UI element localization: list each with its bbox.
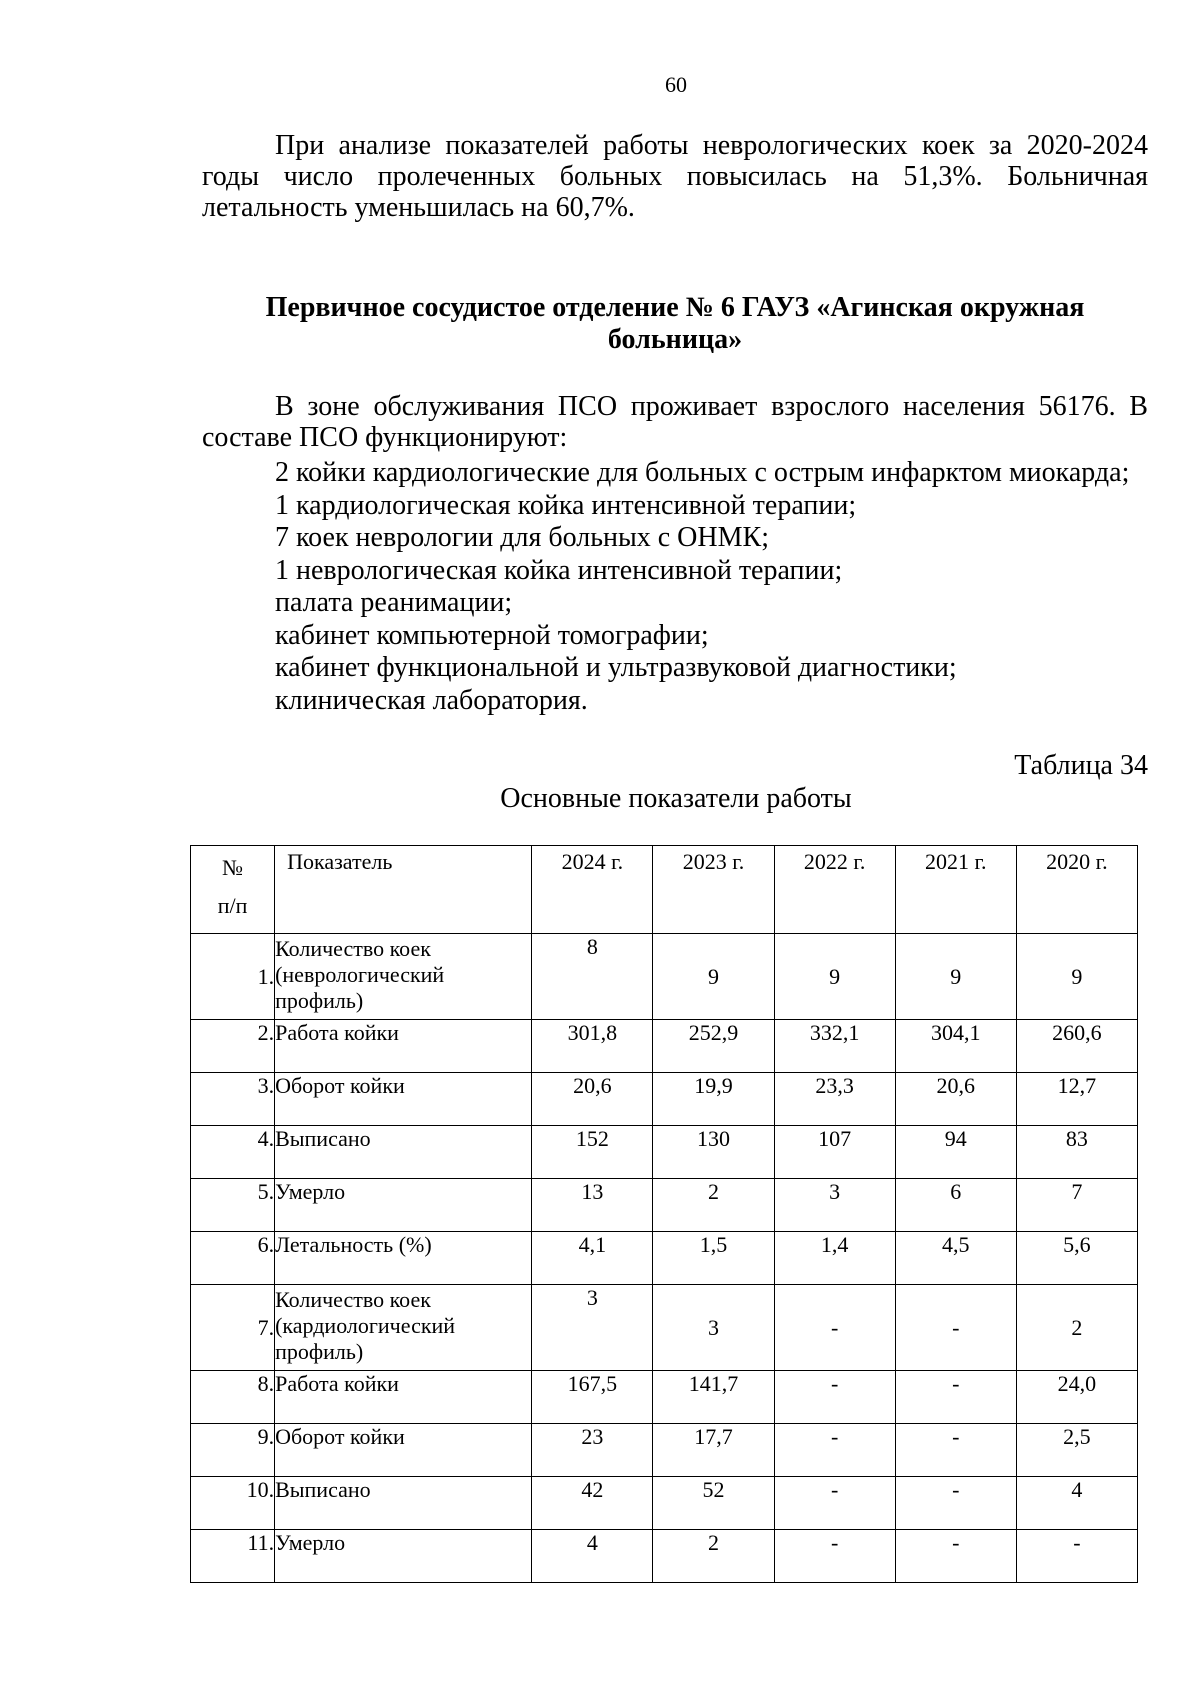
- row-value: -: [895, 1371, 1016, 1424]
- row-number: 9.: [191, 1424, 275, 1477]
- zone-paragraph: [202, 391, 1148, 453]
- row-value: -: [895, 1424, 1016, 1477]
- facility-list: [275, 457, 1155, 717]
- row-value: 6: [895, 1179, 1016, 1232]
- row-value: -: [895, 1530, 1016, 1583]
- facility-item: 1 неврологическая койка интенсивной терапии;: [275, 554, 843, 586]
- intro-paragraph: [202, 130, 1148, 223]
- row-value: 24,0: [1016, 1371, 1137, 1424]
- row-indicator: Оборот койки: [275, 1073, 532, 1126]
- row-value: 7: [1016, 1179, 1137, 1232]
- row-value: -: [895, 1477, 1016, 1530]
- row-indicator: Оборот койки: [275, 1424, 532, 1477]
- row-number: 5.: [191, 1179, 275, 1232]
- row-value: 5,6: [1016, 1232, 1137, 1285]
- row-value: 20,6: [895, 1073, 1016, 1126]
- row-number: 3.: [191, 1073, 275, 1126]
- header-number: [191, 846, 275, 934]
- table-row: [191, 934, 1138, 1020]
- row-indicator: Умерло: [275, 1530, 532, 1583]
- header-year: 2022 г.: [774, 846, 895, 934]
- row-value: 3: [653, 1285, 774, 1371]
- header-year: 2023 г.: [653, 846, 774, 934]
- table-label: Таблица 34: [1014, 750, 1148, 781]
- zone-text: В зоне обслуживания ПСО проживает взрослого населения 56176. В составе ПСО функционируют:: [202, 391, 1148, 453]
- header-year: 2024 г.: [532, 846, 653, 934]
- facility-item: кабинет компьютерной томографии;: [275, 619, 709, 651]
- row-value: 9: [1016, 934, 1137, 1020]
- facility-item: 2 койки кардиологические для больных с острым инфарктом миокарда;: [275, 457, 1130, 488]
- row-value: 2: [653, 1530, 774, 1583]
- table-row: [191, 1424, 1138, 1477]
- row-value: 2: [653, 1179, 774, 1232]
- row-value: 9: [895, 934, 1016, 1020]
- row-indicator: Умерло: [275, 1179, 532, 1232]
- row-indicator: Количество коек (кардиологический профиль): [275, 1285, 532, 1371]
- row-value: 9: [774, 934, 895, 1020]
- section-title-line1: Первичное сосудистое отделение № 6 ГАУЗ «Агинская окружная: [265, 292, 1085, 323]
- row-value: 23,3: [774, 1073, 895, 1126]
- row-value: 130: [653, 1126, 774, 1179]
- row-indicator: Выписано: [275, 1126, 532, 1179]
- header-year: 2021 г.: [895, 846, 1016, 934]
- row-value: 19,9: [653, 1073, 774, 1126]
- header-indicator: Показатель: [275, 846, 532, 934]
- table-row: [191, 1530, 1138, 1583]
- row-value: 252,9: [653, 1020, 774, 1073]
- table-row: [191, 1285, 1138, 1371]
- row-value: 12,7: [1016, 1073, 1137, 1126]
- row-value: 3: [774, 1179, 895, 1232]
- table-caption: Основные показатели работы: [500, 783, 852, 814]
- facility-item: клиническая лаборатория.: [275, 684, 588, 716]
- row-value: 3: [532, 1285, 653, 1371]
- row-value: 1,5: [653, 1232, 774, 1285]
- facility-item: 7 коек неврологии для больных с ОНМК;: [275, 522, 769, 553]
- row-value: 260,6: [1016, 1020, 1137, 1073]
- row-value: -: [774, 1285, 895, 1371]
- row-indicator: Количество коек (неврологический профиль): [275, 934, 532, 1020]
- row-value: -: [774, 1424, 895, 1477]
- table-row: [191, 1126, 1138, 1179]
- facility-item: палата реанимации;: [275, 587, 513, 618]
- row-number: 11.: [191, 1530, 275, 1583]
- row-value: 2: [1016, 1285, 1137, 1371]
- row-value: 20,6: [532, 1073, 653, 1126]
- row-value: 167,5: [532, 1371, 653, 1424]
- row-value: -: [895, 1285, 1016, 1371]
- row-value: 23: [532, 1424, 653, 1477]
- row-number: 10.: [191, 1477, 275, 1530]
- row-value: 9: [653, 934, 774, 1020]
- row-value: 152: [532, 1126, 653, 1179]
- row-value: 4,5: [895, 1232, 1016, 1285]
- row-value: -: [774, 1530, 895, 1583]
- row-value: 4: [532, 1530, 653, 1583]
- header-pp: п/п: [217, 893, 248, 918]
- row-value: -: [774, 1477, 895, 1530]
- row-number: 6.: [191, 1232, 275, 1285]
- table-row: [191, 1477, 1138, 1530]
- row-number: 2.: [191, 1020, 275, 1073]
- row-value: 2,5: [1016, 1424, 1137, 1477]
- row-indicator: Работа койки: [275, 1020, 532, 1073]
- row-value: 1,4: [774, 1232, 895, 1285]
- row-value: 4: [1016, 1477, 1137, 1530]
- table-row: [191, 1179, 1138, 1232]
- row-value: 4,1: [532, 1232, 653, 1285]
- header-number-sign: №: [222, 855, 244, 880]
- row-value: -: [1016, 1530, 1137, 1583]
- intro-text: При анализе показателей работы неврологических коек за 2020-2024 годы число пролеченных больных повысилась на 51,3%. Больничная летальность уменьшилась на 60,7%.: [202, 130, 1148, 223]
- row-value: 17,7: [653, 1424, 774, 1477]
- row-value: 107: [774, 1126, 895, 1179]
- row-value: 304,1: [895, 1020, 1016, 1073]
- table-row: [191, 1371, 1138, 1424]
- row-indicator: Летальность (%): [275, 1232, 532, 1285]
- row-value: 52: [653, 1477, 774, 1530]
- row-value: 94: [895, 1126, 1016, 1179]
- row-value: 141,7: [653, 1371, 774, 1424]
- row-number: 1.: [191, 934, 275, 1020]
- row-value: -: [774, 1371, 895, 1424]
- row-number: 4.: [191, 1126, 275, 1179]
- row-number: 8.: [191, 1371, 275, 1424]
- row-value: 83: [1016, 1126, 1137, 1179]
- header-year: 2020 г.: [1016, 846, 1137, 934]
- row-indicator: Выписано: [275, 1477, 532, 1530]
- row-value: 332,1: [774, 1020, 895, 1073]
- row-number: 7.: [191, 1285, 275, 1371]
- row-value: 13: [532, 1179, 653, 1232]
- row-value: 301,8: [532, 1020, 653, 1073]
- row-value: 8: [532, 934, 653, 1020]
- section-title: [202, 292, 1148, 356]
- table-row: [191, 1020, 1138, 1073]
- table-header-row: [191, 846, 1138, 934]
- facility-item: кабинет функциональной и ультразвуковой диагностики;: [275, 652, 957, 683]
- row-indicator: Работа койки: [275, 1371, 532, 1424]
- table-row: [191, 1073, 1138, 1126]
- row-value: 42: [532, 1477, 653, 1530]
- indicators-table: [190, 845, 1138, 1583]
- section-title-line2: больница»: [607, 324, 743, 355]
- page-number: 60: [665, 72, 687, 97]
- facility-item: 1 кардиологическая койка интенсивной терапии;: [275, 489, 857, 521]
- table-row: [191, 1232, 1138, 1285]
